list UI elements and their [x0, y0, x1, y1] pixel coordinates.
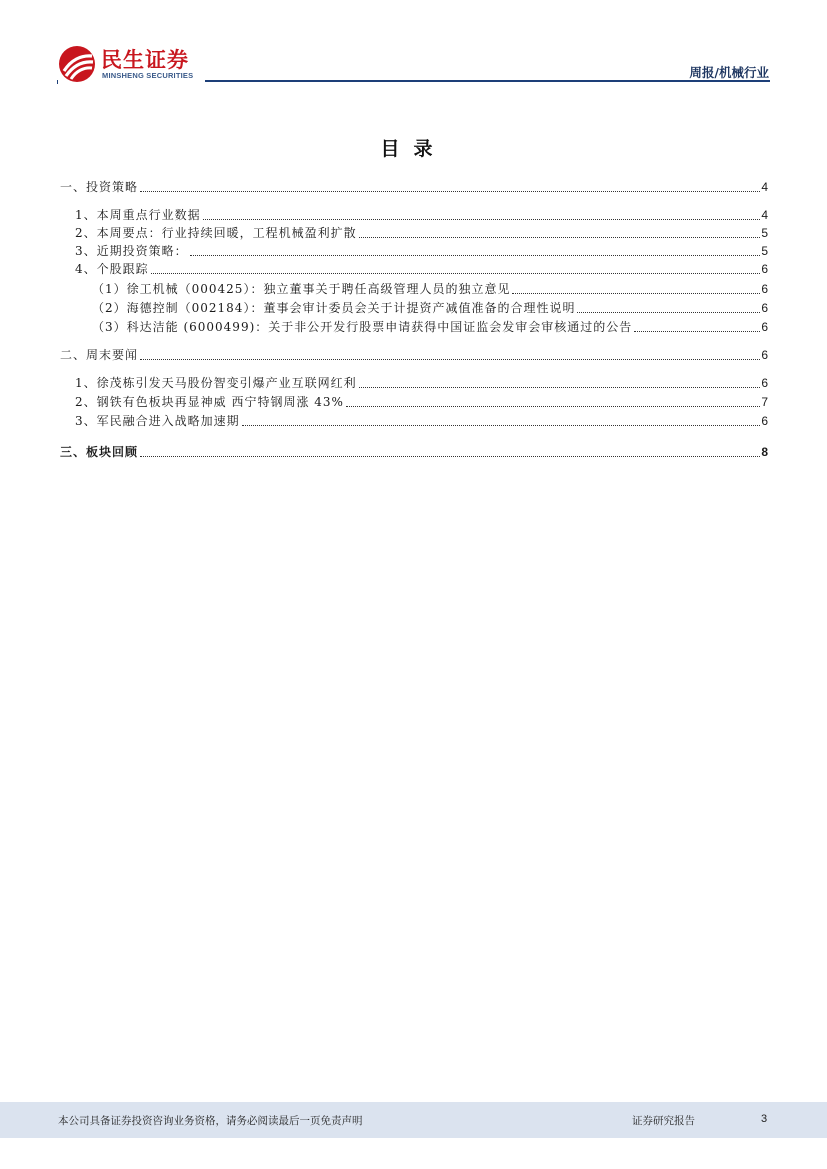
toc-entry-page: 6 — [761, 320, 768, 334]
toc-entry[interactable] — [92, 316, 768, 336]
toc-entry[interactable] — [92, 278, 768, 298]
toc-dot-leader — [346, 405, 760, 407]
toc-entry-page: 8 — [761, 445, 768, 459]
toc-entry-text: 3、军民融合进入战略加速期 — [75, 414, 240, 428]
header-tick — [57, 80, 58, 84]
toc-entry-text: 一、投资策略 — [60, 180, 139, 194]
toc-dot-leader — [634, 330, 760, 332]
page-header — [0, 0, 827, 90]
toc-entry-text: 二、周末要闻 — [60, 348, 139, 362]
report-type-label: 周报/机械行业 — [689, 65, 769, 80]
toc-entry-page: 6 — [761, 282, 768, 296]
toc-entry[interactable] — [75, 391, 768, 411]
minsheng-logo-icon — [57, 44, 97, 84]
toc-dot-leader — [190, 254, 761, 256]
toc-entry[interactable] — [75, 222, 768, 242]
toc-entry[interactable] — [60, 176, 768, 196]
toc-entry[interactable] — [60, 441, 768, 461]
toc-entry-text: （1）徐工机械（000425）：独立董事关于聘任高级管理人员的独立意见 — [92, 282, 511, 296]
toc-entry-page: 6 — [761, 301, 768, 315]
toc-entry-text: 3、近期投资策略： — [75, 244, 188, 258]
toc-entry-page: 5 — [761, 244, 768, 258]
toc-entry-text: （2）海德控制（002184）：董事会审计委员会关于计提资产减值准备的合理性说明 — [92, 301, 576, 315]
page-footer — [0, 1102, 827, 1138]
toc-dot-leader — [203, 218, 761, 220]
toc-entry-page: 6 — [761, 414, 768, 428]
toc-entry-text: 2、本周要点：行业持续回暖，工程机械盈利扩散 — [75, 226, 357, 240]
footer-disclaimer: 本公司具备证券投资咨询业务资格，请务必阅读最后一页免责声明 — [58, 1115, 363, 1127]
toc-dot-leader — [242, 424, 761, 426]
toc-entry-page: 4 — [761, 180, 768, 194]
toc-entry-text: 三、板块回顾 — [60, 445, 139, 459]
logo-chinese-name: 民生证券 — [101, 48, 189, 72]
logo-english-name: MINSHENG SECURITIES — [102, 71, 194, 80]
toc-dot-leader — [140, 455, 760, 457]
toc-entry-text: 2、钢铁有色板块再显神威 西宁特钢周涨 43% — [75, 395, 344, 409]
toc-dot-leader — [359, 386, 761, 388]
toc-entry[interactable] — [75, 410, 768, 430]
toc-entry-page: 6 — [761, 376, 768, 390]
toc-title: 目录 — [380, 138, 447, 160]
toc-dot-leader — [512, 292, 760, 294]
toc-entry[interactable] — [75, 204, 768, 224]
toc-entry-text: 4、个股跟踪 — [75, 262, 149, 276]
toc-dot-leader — [359, 236, 761, 238]
toc-entry-page: 6 — [761, 262, 768, 276]
minsheng-logo — [57, 44, 207, 84]
toc-entry-text: 1、本周重点行业数据 — [75, 208, 201, 222]
toc-entry[interactable] — [60, 344, 768, 364]
toc-entry-text: （3）科达洁能 (6000499)：关于非公开发行股票申请获得中国证监会发审会审核通过的公告 — [92, 320, 633, 334]
toc-entry[interactable] — [75, 240, 768, 260]
toc-entry-text: 1、徐茂栋引发天马股份智变引爆产业互联网红利 — [75, 376, 357, 390]
toc-entry-page: 5 — [761, 226, 768, 240]
header-divider — [205, 80, 770, 82]
toc-entry-page: 7 — [761, 395, 768, 409]
toc-entry-page: 6 — [761, 348, 768, 362]
toc-dot-leader — [140, 358, 760, 360]
footer-page-number: 3 — [761, 1113, 768, 1125]
footer-doc-type: 证券研究报告 — [632, 1115, 695, 1127]
toc-dot-leader — [140, 190, 760, 192]
toc-entry[interactable] — [92, 297, 768, 317]
toc-entry[interactable] — [75, 372, 768, 392]
toc-entry-page: 4 — [761, 208, 768, 222]
toc-dot-leader — [151, 272, 761, 274]
toc-dot-leader — [577, 311, 760, 313]
toc-entry[interactable] — [75, 258, 768, 278]
